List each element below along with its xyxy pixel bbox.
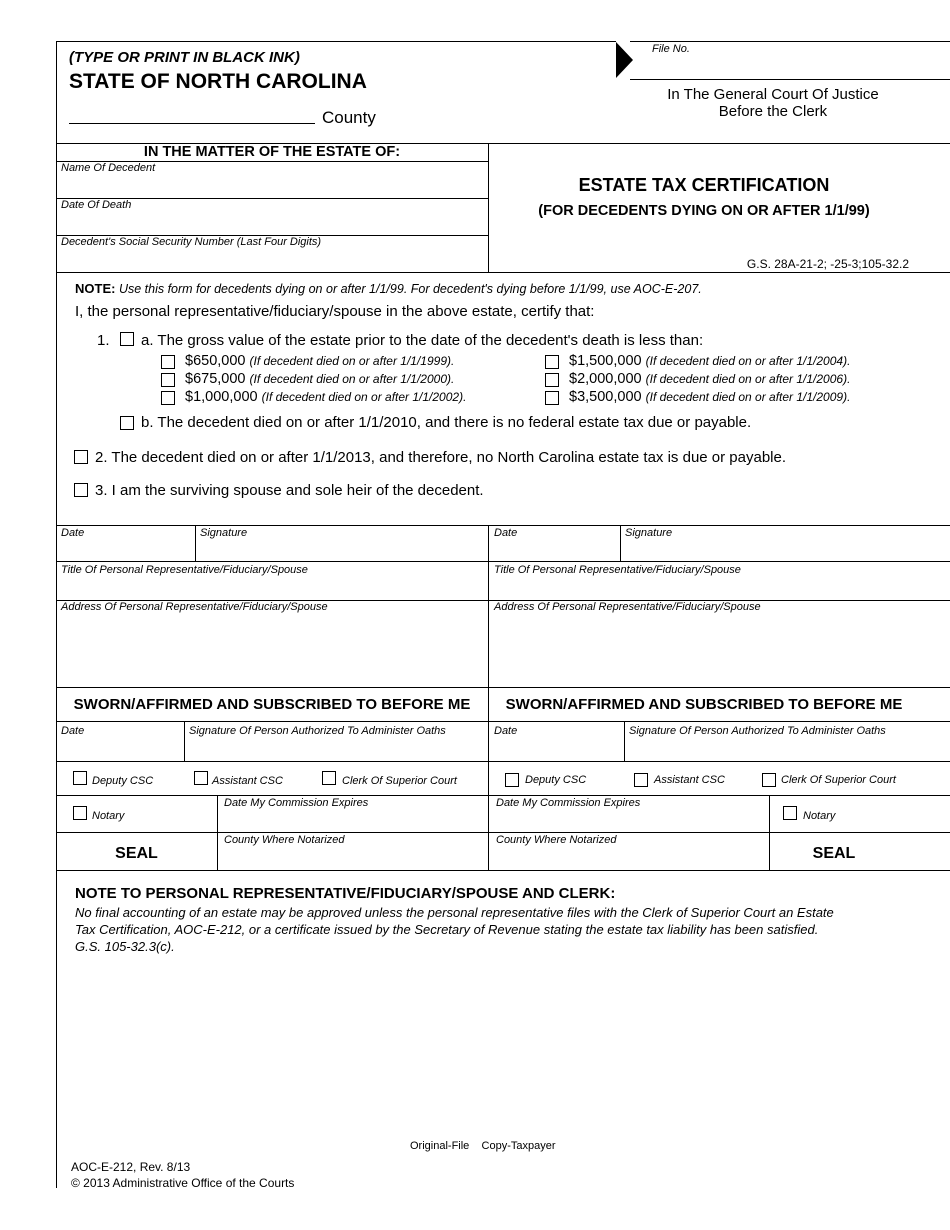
right-county-label: County Where Notarized [496,834,617,846]
amount-675000-checkbox[interactable] [161,373,175,387]
ink-instruction: (TYPE OR PRINT IN BLACK INK) [69,49,300,66]
oath-line [56,761,950,762]
right-seal: SEAL [812,845,856,862]
amount-note: (If decedent died on or after 1/1/2009). [645,390,851,404]
certify-intro: I, the personal representative/fiduciary/spouse in the above estate, certify that: [75,303,595,320]
copyright: © 2013 Administrative Office of the Courts [71,1176,295,1190]
left-notary-label: Notary [92,810,125,822]
commission-line-left [56,832,488,833]
address-line [56,687,950,688]
amount-2000000-checkbox[interactable] [545,373,559,387]
file-no-line [630,79,950,80]
signature-block-top [56,525,950,526]
amount-1000000-checkbox[interactable] [161,391,175,405]
right-commission-label: Date My Commission Expires [496,797,641,809]
item2-text: 2. The decedent died on or after 1/1/2013, and therefore, no North Carolina estate tax is due or payable. [95,449,787,466]
right-sworn-heading: SWORN/AFFIRMED AND SUBSCRIBED TO BEFORE ME [505,696,903,713]
right-sworn-date-label: Date [494,725,518,737]
signature-block-bottom [56,870,950,871]
court-line1: In The General Court Of Justice [667,86,879,103]
amount-value: $2,000,000 [569,371,642,387]
right-notary-label: Notary [803,810,836,822]
amount-value: $675,000 [185,371,246,387]
file-no-label: File No. [652,43,690,55]
item3-checkbox[interactable] [74,483,88,497]
right-oath-label: Signature Of Person Authorized To Administer Oaths [629,725,886,737]
clerk-note-heading: NOTE TO PERSONAL REPRESENTATIVE/FIDUCIARY/SPOUSE AND CLERK: [75,885,616,902]
amount-note: (If decedent died on or after 1/1/1999). [249,354,455,368]
distribution-note: Original-File Copy-Taxpayer [410,1140,556,1152]
amount-650000-checkbox[interactable] [161,355,175,369]
left-sworn-heading: SWORN/AFFIRMED AND SUBSCRIBED TO BEFORE ME [73,696,471,713]
amount-note: (If decedent died on or after 1/1/2000). [249,372,455,386]
left-seal: SEAL [115,845,158,862]
item1-number: 1. [97,332,110,349]
top-border-left [56,41,616,42]
amount-2000000 [569,371,850,387]
amount-1500000 [569,353,850,369]
form-subtitle: (FOR DECEDENTS DYING ON OR AFTER 1/1/99) [538,203,870,219]
court-line2: Before the Clerk [718,103,828,120]
amount-675000 [185,371,454,387]
amount-note: (If decedent died on or after 1/1/2002). [261,390,467,404]
left-commission-label: Date My Commission Expires [224,797,369,809]
left-county-label: County Where Notarized [224,834,345,846]
left-assistant-label: Assistant CSC [212,775,283,787]
right-title-label: Title Of Personal Representative/Fiduciary/Spouse [494,564,741,576]
amount-value: $650,000 [185,353,246,369]
amount-1000000 [185,389,466,405]
right-assistant-checkbox[interactable] [634,773,648,787]
item1b-checkbox[interactable] [120,416,134,430]
sworn-heading-line [56,721,950,722]
clerk-note-line2: Tax Certification, AOC-E-212, or a certificate issued by the Secretary of Revenue stating the estate tax liability has been satisfied. [75,922,819,937]
right-address-label: Address Of Personal Representative/Fiduciary/Spouse [494,601,761,613]
item1a-checkbox[interactable] [120,332,134,346]
right-date-label: Date [494,527,518,539]
item1b-text: b. The decedent died on or after 1/1/2010, and there is no federal estate tax due or payable. [141,414,752,431]
left-assistant-checkbox[interactable] [194,771,208,785]
amount-value: $3,500,000 [569,389,642,405]
date-of-death-label: Date Of Death [61,199,132,211]
estate-block-bottom [56,272,950,273]
right-clerk-checkbox[interactable] [762,773,776,787]
county-line [69,123,315,124]
left-oath-label: Signature Of Person Authorized To Administer Oaths [189,725,446,737]
clerk-line [56,795,950,796]
left-border [56,41,57,1188]
right-deputy-checkbox[interactable] [505,773,519,787]
state-title: STATE OF NORTH CAROLINA [69,70,367,93]
form-number: AOC-E-212, Rev. 8/13 [71,1160,191,1174]
amount-note: (If decedent died on or after 1/1/2004). [645,354,851,368]
right-clerk-label: Clerk Of Superior Court [781,774,896,786]
note-label: NOTE: [75,281,116,296]
note-line [75,281,702,296]
left-deputy-checkbox[interactable] [73,771,87,785]
right-notary-checkbox[interactable] [783,806,797,820]
item2-checkbox[interactable] [74,450,88,464]
file-arrow-icon [616,42,633,78]
amount-value: $1,500,000 [569,353,642,369]
left-address-label: Address Of Personal Representative/Fiduciary/Spouse [61,601,328,613]
left-notary-checkbox[interactable] [73,806,87,820]
left-date-divider [195,525,196,561]
clerk-note-line3: G.S. 105-32.3(c). [75,939,175,954]
right-signature-label: Signature [625,527,673,539]
left-date-label: Date [61,527,85,539]
left-clerk-checkbox[interactable] [322,771,336,785]
decedent-name-label: Name Of Decedent [61,162,156,174]
signature-line [56,561,950,562]
left-sworn-date-label: Date [61,725,85,737]
county-label: County [322,108,376,127]
right-date-divider [620,525,621,561]
note-text: Use this form for decedents dying on or after 1/1/99. For decedent's dying before 1/1/99, use AOC-E-207. [118,282,702,296]
right-oath-divider [624,721,625,761]
amount-value: $1,000,000 [185,389,258,405]
estate-title: IN THE MATTER OF THE ESTATE OF: [143,144,401,160]
amount-650000 [185,353,454,369]
commission-line-right [488,832,950,833]
left-oath-divider [184,721,185,761]
amount-1500000-checkbox[interactable] [545,355,559,369]
left-clerk-label: Clerk Of Superior Court [342,775,457,787]
left-title-label: Title Of Personal Representative/Fiduciary/Spouse [61,564,308,576]
top-border-right [630,41,950,42]
amount-3500000 [569,389,850,405]
amount-3500000-checkbox[interactable] [545,391,559,405]
ssn-label: Decedent's Social Security Number (Last Four Digits) [61,236,322,248]
left-deputy-label: Deputy CSC [92,775,154,787]
right-assistant-label: Assistant CSC [654,774,725,786]
item1a-text: a. The gross value of the estate prior to the date of the decedent's death is less than: [141,332,704,349]
form-title: ESTATE TAX CERTIFICATION [578,175,830,195]
left-signature-label: Signature [200,527,248,539]
right-deputy-label: Deputy CSC [525,774,587,786]
item3-text: 3. I am the surviving spouse and sole heir of the decedent. [95,482,484,499]
amount-note: (If decedent died on or after 1/1/2006). [645,372,851,386]
statute-reference: G.S. 28A-21-2; -25-3;105-32.2 [746,257,909,271]
clerk-note-line1: No final accounting of an estate may be approved unless the personal representative files with the Clerk of Superior Court an Estate [75,905,834,920]
